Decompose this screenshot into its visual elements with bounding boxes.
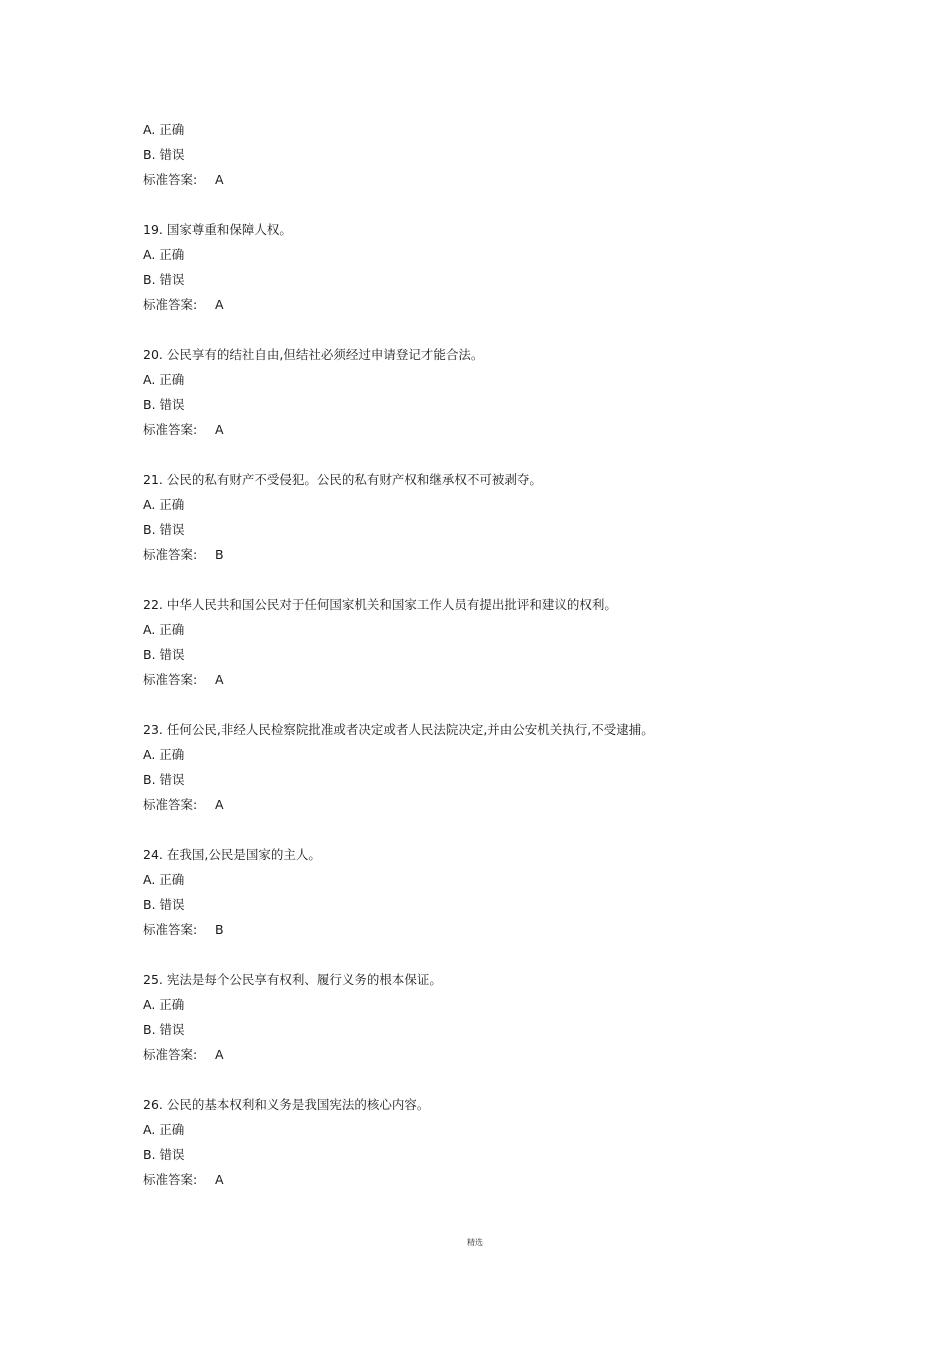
answer-value: B [215,547,224,562]
question-25 [143,967,903,1067]
answer-label: 标准答案: [143,1047,198,1062]
option-a: A. 正确 [143,247,185,262]
answer-value: A [215,1047,224,1062]
option-a: A. 正确 [143,872,185,887]
answer-value: A [215,297,224,312]
answer-value: A [215,422,224,437]
option-a: A. 正确 [143,997,185,1012]
question-text: 23. 任何公民,非经人民检察院批准或者决定或者人民法院决定,并由公安机关执行,不受逮捕。 [143,722,654,737]
option-b: B. 错误 [143,1147,185,1162]
question-list [143,117,903,1217]
question-20 [143,342,903,442]
standard-answer [143,167,903,192]
question-26 [143,1092,903,1192]
question-18-tail [143,117,903,192]
answer-label: 标准答案: [143,297,198,312]
answer-value: A [215,172,224,187]
option-b: B. 错误 [143,772,185,787]
answer-label: 标准答案: [143,1172,198,1187]
option-a: A. 正确 [143,747,185,762]
standard-answer [143,1042,903,1067]
answer-label: 标准答案: [143,922,198,937]
answer-value: A [215,797,224,812]
option-b: B. 错误 [143,647,185,662]
page-footer: 精选 [467,1238,483,1247]
answer-label: 标准答案: [143,172,198,187]
question-23 [143,717,903,817]
answer-value: A [215,1172,224,1187]
question-text: 24. 在我国,公民是国家的主人。 [143,847,321,862]
question-text: 26. 公民的基本权利和义务是我国宪法的核心内容。 [143,1097,430,1112]
option-b: B. 错误 [143,272,185,287]
answer-value: B [215,922,224,937]
option-b: B. 错误 [143,897,185,912]
question-text: 22. 中华人民共和国公民对于任何国家机关和国家工作人员有提出批评和建议的权利。 [143,597,617,612]
standard-answer [143,542,903,567]
option-b: B. 错误 [143,1022,185,1037]
answer-label: 标准答案: [143,672,198,687]
standard-answer [143,917,903,942]
question-19 [143,217,903,317]
question-text: 25. 宪法是每个公民享有权利、履行义务的根本保证。 [143,972,442,987]
option-a: A. 正确 [143,497,185,512]
standard-answer [143,792,903,817]
question-text: 21. 公民的私有财产不受侵犯。公民的私有财产权和继承权不可被剥夺。 [143,472,542,487]
standard-answer [143,1167,903,1192]
standard-answer [143,667,903,692]
answer-value: A [215,672,224,687]
standard-answer [143,292,903,317]
standard-answer [143,417,903,442]
option-b: B. 错误 [143,397,185,412]
option-b: B. 错误 [143,522,185,537]
question-text: 20. 公民享有的结社自由,但结社必须经过申请登记才能合法。 [143,347,484,362]
answer-label: 标准答案: [143,547,198,562]
question-text: 19. 国家尊重和保障人权。 [143,222,292,237]
question-21 [143,467,903,567]
question-22 [143,592,903,692]
answer-label: 标准答案: [143,422,198,437]
answer-label: 标准答案: [143,797,198,812]
option-a: A. 正确 [143,1122,185,1137]
option-a: A. 正确 [143,122,185,137]
question-24 [143,842,903,942]
option-b: B. 错误 [143,147,185,162]
option-a: A. 正确 [143,372,185,387]
option-a: A. 正确 [143,622,185,637]
